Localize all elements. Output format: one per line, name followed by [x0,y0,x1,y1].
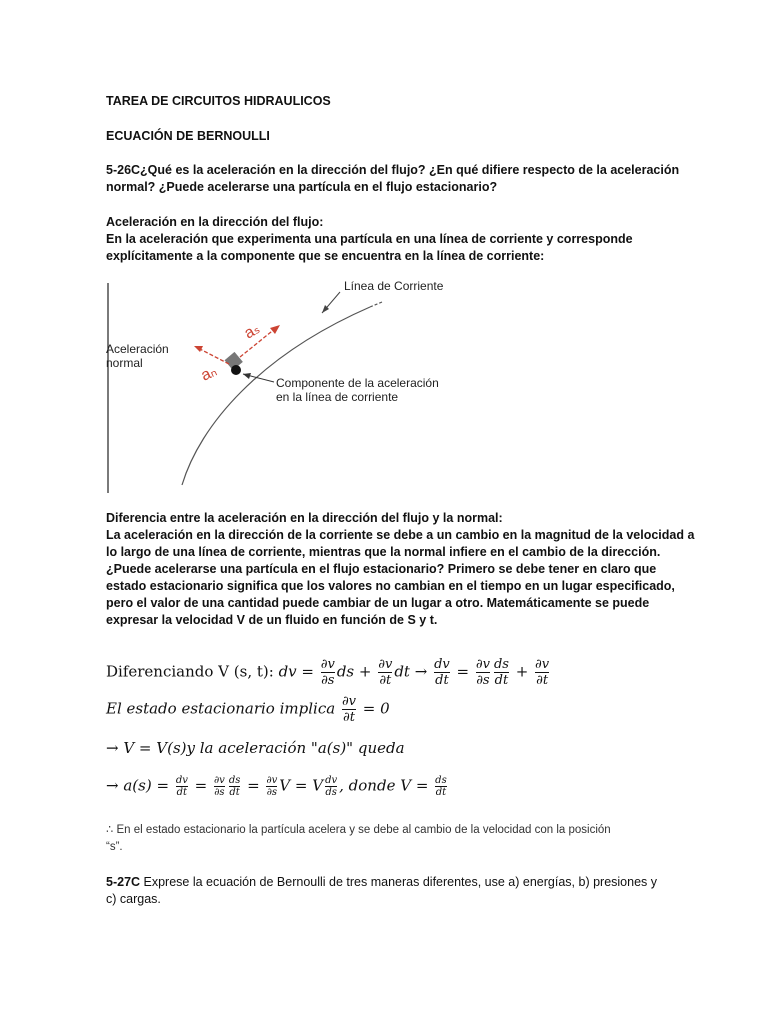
equation-connector: , donde V = [339,776,429,795]
an-label: aₙ [198,362,220,385]
fraction: $\frac{\partial v}{\partial t}$ [378,657,393,688]
equation-prefix: → a(s) = [106,776,170,795]
as-label: aₛ [241,320,263,343]
answer-heading-flow-acceleration: Aceleración en la dirección del flujo: [106,215,324,229]
normal-acceleration-arrowhead [194,346,203,352]
question-5-26c [106,162,679,196]
fraction: $\frac{dv}{ds}$ [325,775,338,798]
fraction: $\frac{\partial v}{\partial s}$ [266,775,278,798]
answer-line: ¿Puede acelerarse una partícula en el flujo estacionario? Primero se debe tener en claro que [106,562,657,576]
fraction: $\frac{ds}{dt}$ [493,657,509,688]
question-text-line: ¿Qué es la aceleración en la dirección del flujo? ¿En qué difiere respecto de la aceleración [140,163,680,177]
question-5-27c [106,874,657,908]
answer-heading-difference: Diferencia entre la aceleración en la dirección del flujo y la normal: [106,511,503,525]
fraction: $\frac{ds}{dt}$ [228,775,241,798]
component-label-line2: en la línea de corriente [276,390,399,404]
normal-acceleration-arrow [198,348,229,364]
answer-line: La aceleración en la dirección de la corriente se debe a un cambio en la magnitud de la velocidad a [106,528,695,542]
question-text-line: c) cargas. [106,892,161,906]
fraction: $\frac{\partial v}{\partial s}$ [475,657,490,688]
fraction: $\frac{\partial v}{\partial t}$ [535,657,550,688]
fluid-particle-dot [231,365,241,375]
note-line: ∴ En el estado estacionario la partícula acelera y se debe al cambio de la velocidad con la posición [106,824,611,836]
fraction: $\frac{\partial v}{\partial s}$ [213,775,225,798]
answer-line: pero el valor de una cantidad puede cambiar de un lugar a otro. Matemáticamente se puede [106,596,650,610]
fraction: $\frac{\partial v}{\partial t}$ [341,694,357,725]
streamline-label: Línea de Corriente [344,279,444,293]
equation-total-differential: Diferenciando V (s, t): dv = $\frac{\partial v}{\partial s}$ ds + $\frac{\partial v}{\partial t}$ dt → $\frac{dv}{dt}$ = $\frac{\partial v}{\partial s}$ $\frac{ds}{dt}$ + $\frac{\partial v}{\partial t}$ [106,657,550,688]
equation-prefix: Diferenciando V (s, t): [106,662,279,681]
question-text-line: Exprese la ecuación de Bernoulli de tres maneras diferentes, use a) energías, b) presiones y [140,875,657,889]
fraction: $\frac{dv}{dt}$ [175,775,188,798]
equation-streamwise-acceleration: → a(s) = $\frac{dv}{dt}$ = $\frac{\partial v}{\partial s}$ $\frac{ds}{dt}$ = $\frac{\partial v}{\partial s}$ V = V $\frac{dv}{ds}$ , donde V = $\frac{ds}{dt}$ [106,775,447,798]
streamline-acceleration-diagram [100,275,480,495]
tangential-acceleration-arrowhead [270,325,280,334]
component-pointer-head [243,373,251,379]
equation-prefix: El estado estacionario implica [106,699,340,718]
fraction: $\frac{ds}{dt}$ [435,775,447,798]
answer-line: expresar la velocidad V de un fluido en función de S y t. [106,613,438,627]
question-number: 5-26C [106,163,141,177]
answer-paragraph-flow-acceleration [106,231,633,265]
section-title: ECUACIÓN DE BERNOULLI [106,129,270,143]
answer-line: explícitamente a la componente que se encuentra en la línea de corriente: [106,249,545,263]
equation-steady-state: El estado estacionario implica $\frac{\partial v}{\partial t}$ = 0 [106,694,390,725]
answer-paragraph-difference [106,527,694,629]
streamline-curve-dashed [370,302,382,307]
answer-line: estado estacionario significa que los valores no cambian en el tiempo en un lugar especificado, [106,579,675,593]
normal-acceleration-label-line1: Aceleración [106,342,169,356]
document-header: TAREA DE CIRCUITOS HIDRAULICOS [106,94,331,108]
equation-velocity-function: → V = V(s)y la aceleración "a(s)" queda [106,739,405,757]
answer-line: lo largo de una línea de corriente, mientras que la normal infiere en el cambio de la dirección. [106,545,661,559]
component-label-line1: Componente de la aceleración [276,376,439,390]
note-line: “s”. [106,841,123,853]
question-number: 5-27C [106,875,141,889]
conclusion-note [106,822,611,856]
normal-acceleration-label-line2: normal [106,356,143,370]
answer-line: En la aceleración que experimenta una partícula en una línea de corriente y corresponde [106,232,633,246]
question-text-line: normal? ¿Puede acelerarse una partícula en el flujo estacionario? [106,180,498,194]
fraction: $\frac{dv}{dt}$ [434,657,450,688]
fraction: $\frac{\partial v}{\partial s}$ [320,657,335,688]
